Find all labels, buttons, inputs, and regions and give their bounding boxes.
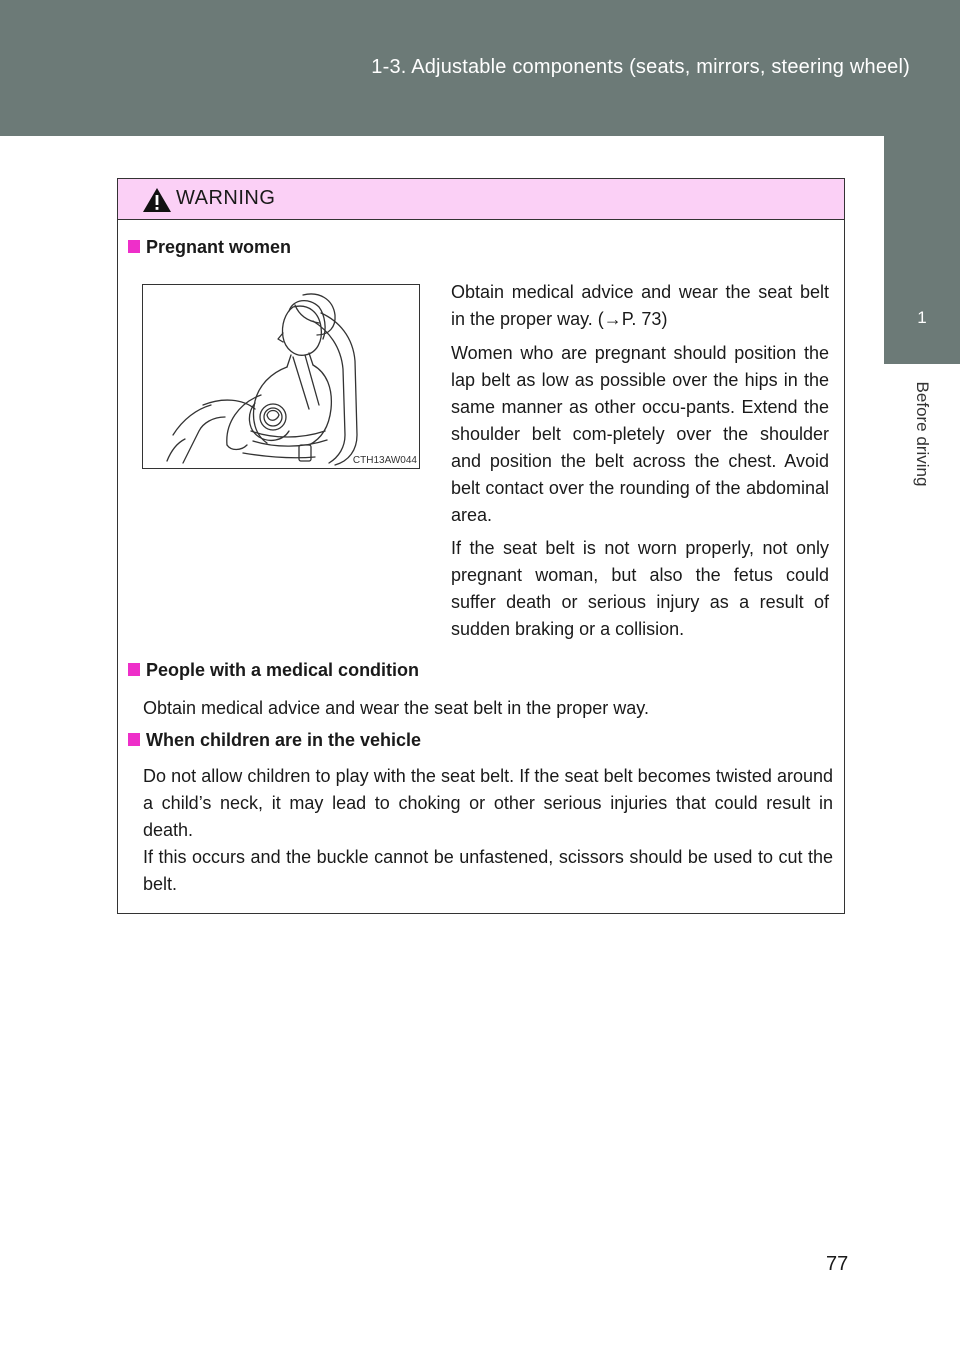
bullet-square-icon <box>128 663 140 676</box>
figure-code: CTH13AW044 <box>352 455 417 466</box>
chapter-number: 1 <box>884 136 960 364</box>
warning-box <box>117 178 845 914</box>
paragraph: If this occurs and the buckle cannot be unfastened, scissors should be used to cut the belt. <box>143 847 833 894</box>
warning-triangle-icon <box>142 187 172 213</box>
paragraph: If the seat belt is not worn properly, not only pregnant woman, but also the fetus could suffer death or serious injury as a result of sudden braking or a collision. <box>451 538 829 639</box>
paragraph: Obtain medical advice and wear the seat belt in the proper way. (→P. 73) <box>451 282 829 329</box>
heading-medical-condition <box>128 660 419 681</box>
pregnant-woman-illustration-icon <box>143 285 419 468</box>
heading-text: When children are in the vehicle <box>146 730 422 750</box>
paragraph: Women who are pregnant should position the lap belt as low as possible over the hips in the same manner as other occu-pants. Extend the shoulder belt com-pletely over the shoulder and position the belt across the chest. Avoid belt contact over the rounding of the abdominal area. <box>451 343 829 525</box>
section-title: 1-3. Adjustable components (seats, mirrors, steering wheel) <box>371 56 910 78</box>
paragraph: Do not allow children to play with the seat belt. If the seat belt becomes twisted around a child’s neck, it may lead to choking or other serious injuries that could result in death. <box>143 766 833 840</box>
chapter-label: Before driving <box>913 381 932 487</box>
side-tab <box>884 136 960 1345</box>
page-number: 77 <box>826 1253 849 1275</box>
pregnant-woman-seatbelt-illustration <box>142 284 420 469</box>
heading-text: Pregnant women <box>146 237 292 257</box>
header-bar <box>0 0 960 136</box>
chapter-label-box <box>884 364 960 504</box>
warning-header <box>118 179 844 220</box>
heading-children-in-vehicle <box>128 730 421 751</box>
heading-text: People with a medical condition <box>146 660 420 680</box>
bullet-square-icon <box>128 240 140 253</box>
paragraph: Obtain medical advice and wear the seat belt in the proper way. <box>143 698 649 718</box>
bullet-square-icon <box>128 733 140 746</box>
heading-pregnant-women <box>128 237 291 258</box>
warning-title: WARNING <box>176 187 276 209</box>
